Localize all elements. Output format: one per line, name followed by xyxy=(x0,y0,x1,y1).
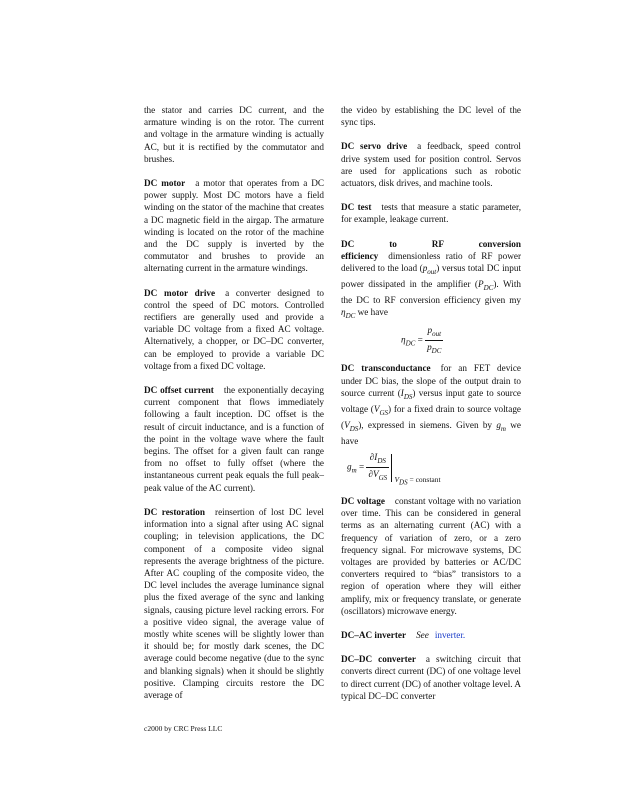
entry-dc-restoration xyxy=(144,506,324,701)
eq-lhs: g xyxy=(347,461,352,472)
term: DC transconductance xyxy=(341,363,431,374)
definition-part: ) versus input gate to source voltage ( xyxy=(341,387,521,414)
equals-sign: = xyxy=(358,461,367,472)
term: DC offset current xyxy=(144,385,214,396)
cross-reference-link[interactable]: inverter. xyxy=(434,630,466,641)
definition: constant voltage with no variation over time. This can be considered in general terms as an alternating current (AC) with a frequency of variation of zero, or a zero frequency signal. For microwave systems, DC voltages are provided by batteries or AC/DC converters required to “bias” transistors to a region of operation where they will either amplify, mix or frequency translate, or generate (oscillators) microwave energy. xyxy=(341,496,521,616)
fraction xyxy=(366,451,389,484)
math-subscript: DS xyxy=(349,424,359,433)
eq-lhs-subscript: m xyxy=(351,466,357,475)
term: DC restoration xyxy=(144,506,206,517)
entry-dc-ac-inverter xyxy=(341,629,521,641)
copyright-footer: c2000 by CRC Press LLC xyxy=(144,724,223,733)
definition: a converter designed to control the speed of DC motors. Controlled rectifiers are generally used and provide a variable DC voltage from a fixed AC voltage. Alternatively, a chopper, or DC–DC converter, can be employed to provide a variable DC voltage from a fixed DC voltage. xyxy=(144,287,324,371)
math-subscript: DC xyxy=(345,312,356,321)
math-symbol: η xyxy=(341,307,346,318)
right-column xyxy=(341,104,521,714)
term: DC–AC inverter xyxy=(341,630,407,641)
definition-part: we have xyxy=(341,419,521,446)
definition-part: ), expressed in siemens. Given by xyxy=(358,419,497,430)
entry-continuation: the video by establishing the DC level of the sync tips. xyxy=(341,105,521,128)
math-symbol: V xyxy=(344,419,350,430)
entry-dc-test xyxy=(341,201,521,225)
definition: a switching circuit that converts direct current (DC) of one voltage level to direct current (DC) of another voltage level. A typical DC–DC converter xyxy=(341,654,521,701)
entry-dc-transconductance xyxy=(341,362,521,447)
entry-dc-dc-converter xyxy=(341,653,521,702)
math-symbol: g xyxy=(496,419,501,430)
math-symbol: p xyxy=(422,263,428,274)
definition-part: for an FET device under DC bias, the slope of the output drain to source current ( xyxy=(341,363,522,398)
eq-condition: VDS = constant xyxy=(394,474,441,487)
denominator: $p_{DC}$ xyxy=(427,342,442,356)
term: DC–DC converter xyxy=(341,654,416,665)
equation-efficiency xyxy=(341,324,521,356)
definition: reinsertion of lost DC level information into a signal after using AC signal coupling; in television applications, the DC component of a composite video signal represents the average brightness of the picture. After AC coupling of the composite video, the DC level includes the average luminance signal plus the fixed average of the sync and lanking signals, causing picture level racking errors. For a positive video signal, the average value of mostly white scenes will be slightly lower than it should be; for mostly dark scenes, the DC average could become negative (due to the sync and blanking signals) when it should be slightly positive. Clamping circuits restore the DC average of xyxy=(144,506,324,700)
definition: a motor that operates from a DC power supply. Most DC motors have a field winding on the stator of the machine that creates a DC magnetic field in the airgap. The armature winding is located on the rotor of the machine and the DC supply is inverted by the commutator and brushes to provide an alternating current in the armature windings. xyxy=(144,178,325,274)
entry-dc-offset-current xyxy=(144,384,324,494)
definition-part: dimensionless ratio of RF power delivered to the load ( xyxy=(341,250,521,274)
evaluation-bar xyxy=(391,454,392,482)
definition-part: ) for a fixed drain to source voltage ( xyxy=(341,403,521,430)
term: DC voltage xyxy=(341,496,385,507)
equals-sign: = xyxy=(417,334,426,345)
entry-dc-motor-drive xyxy=(144,287,324,372)
eq-lhs: η xyxy=(401,334,406,345)
math-subscript: m xyxy=(500,424,506,433)
entry-dc-servo-drive xyxy=(341,140,521,189)
fraction xyxy=(425,324,443,357)
definition: a feedback, speed control drive system used for position control. Servos are used for applications such as robotic actuators, disk drives, and machine tools. xyxy=(341,141,521,189)
numerator: $p_{out}$ xyxy=(425,324,443,341)
math-subscript: GS xyxy=(379,408,389,417)
left-column xyxy=(144,104,324,713)
entry-dc-motor xyxy=(144,177,324,275)
definition-part: we have xyxy=(355,307,388,318)
see-label: See xyxy=(416,630,429,641)
eq-lhs-subscript: DC xyxy=(405,339,416,348)
numerator: $\partial I_{DS}$ xyxy=(366,451,389,468)
term: DC motor drive xyxy=(144,287,216,298)
equation-transconductance xyxy=(341,451,521,485)
entry-dc-voltage xyxy=(341,495,521,617)
term: DC test xyxy=(341,202,372,213)
definition: tests that measure a static parameter, for example, leakage current. xyxy=(341,202,522,225)
term: DC motor xyxy=(144,178,186,189)
definition-part: ). With the DC to RF conversion efficiency given my xyxy=(341,279,521,306)
math-symbol: I xyxy=(400,387,404,398)
math-subscript: DS xyxy=(403,392,413,401)
entry-dc-rf-efficiency xyxy=(341,238,521,323)
entry-continuation: the stator and carries DC current, and the armature winding is on the rotor. The current and voltage in the armature winding is actually AC, but it is rectified by the commutator and brushes. xyxy=(144,105,324,164)
math-symbol: V xyxy=(373,403,380,414)
term: DC servo drive xyxy=(341,141,408,152)
definition: the exponentially decaying current component that flows immediately following a fault inception. DC offset is the result of circuit inductance, and is a function of the point in the voltage wave where the fault begins. The offset for a given fault can range from no offset to fully offset (where the instantaneous current peak equals the full peak–peak value of the AC current). xyxy=(144,385,324,493)
term: DC to RF conversion efficiency xyxy=(341,238,521,261)
denominator: $\partial V_{GS}$ xyxy=(368,469,388,482)
math-symbol: P xyxy=(478,279,484,290)
math-subscript: out xyxy=(427,267,437,276)
math-subscript: DC xyxy=(483,283,494,292)
definition-part: ) versus total DC input power dissipated in the amplifier ( xyxy=(341,263,521,290)
